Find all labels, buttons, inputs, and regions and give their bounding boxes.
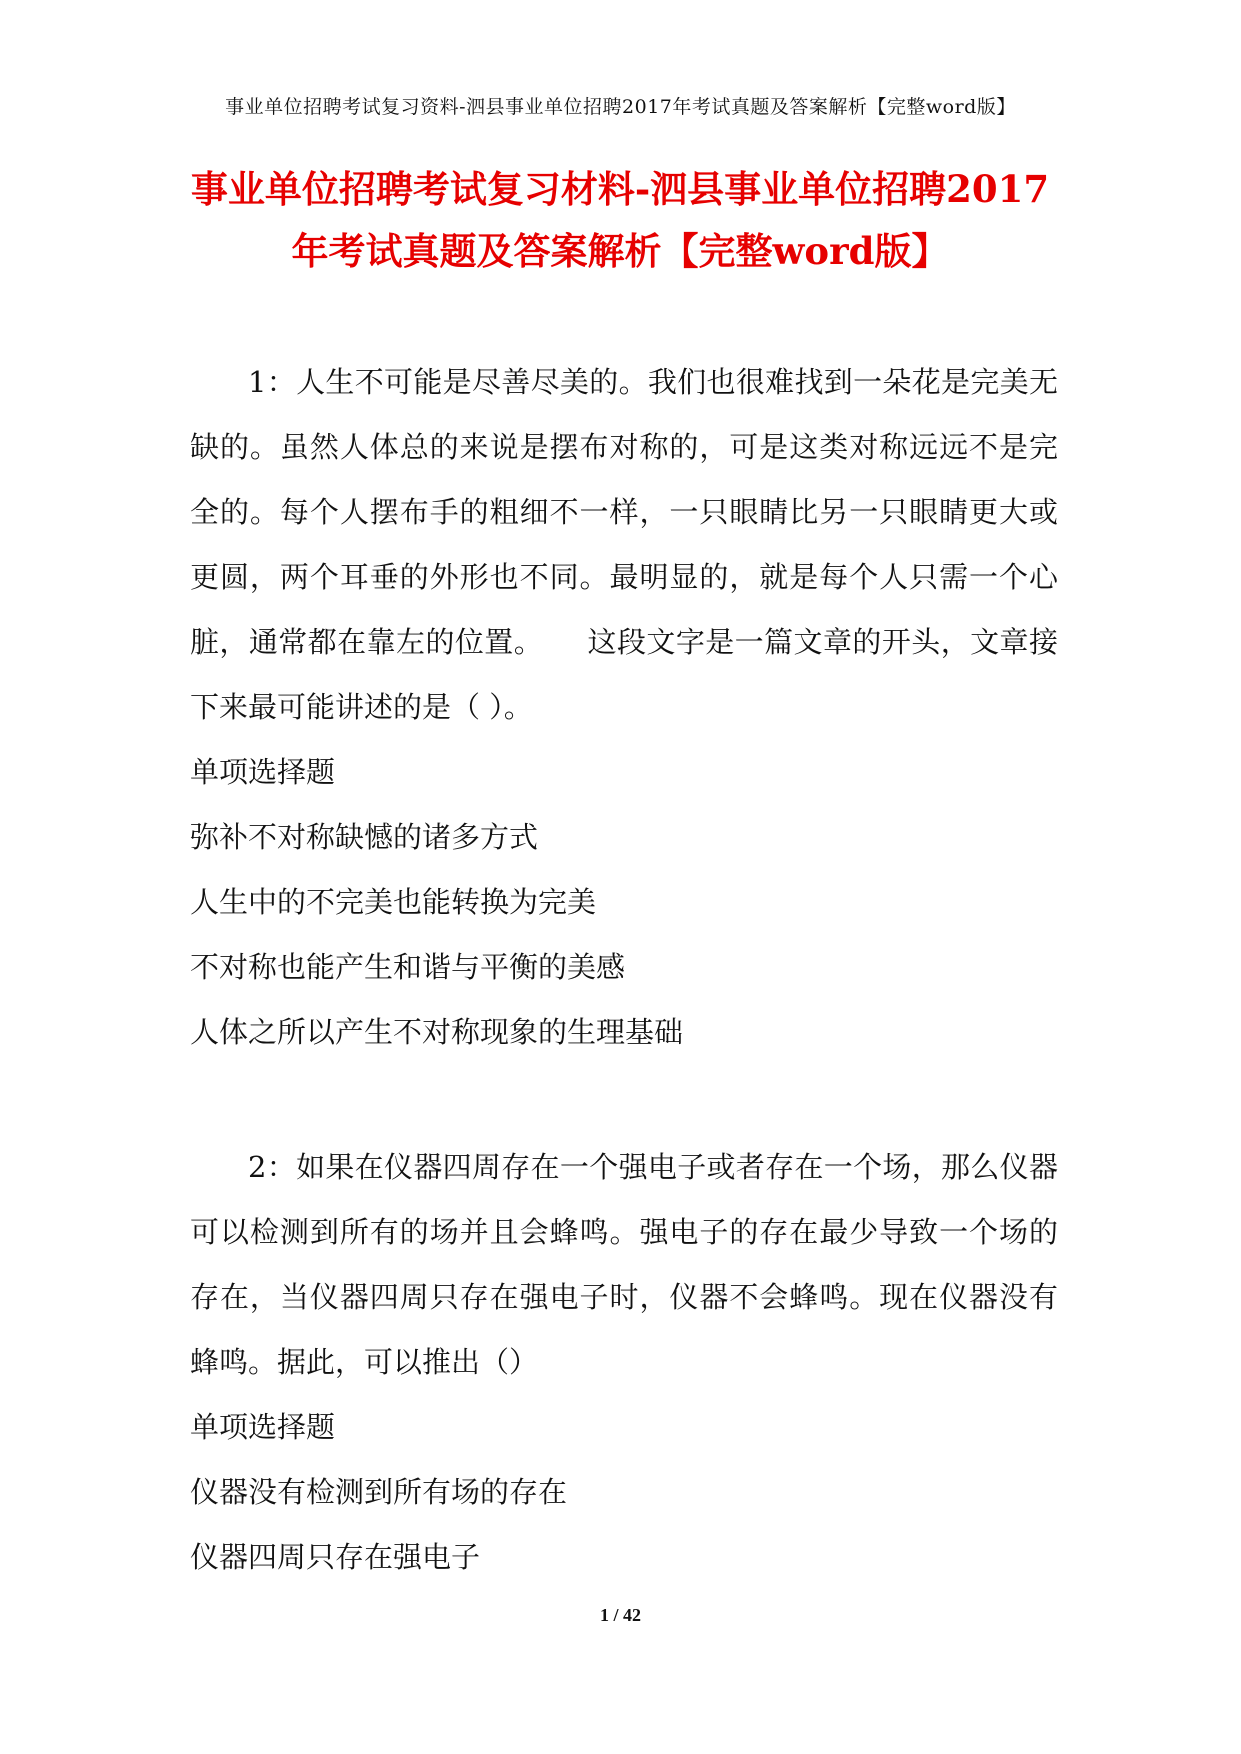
document-title (140, 158, 1100, 282)
title-line-1: 事业单位招聘考试复习材料-泗县事业单位招聘2017 (190, 167, 1050, 211)
title-line-2: 年考试真题及答案解析【完整word版】 (291, 229, 949, 273)
question-type: 单项选择题 (190, 1410, 336, 1444)
option-c: 不对称也能产生和谐与平衡的美感 (190, 950, 626, 984)
page-number: 1 / 42 (599, 1605, 641, 1625)
question-2 (190, 1135, 1058, 1590)
option-a: 仪器没有检测到所有场的存在 (190, 1475, 568, 1509)
question-1 (190, 350, 1058, 1065)
option-d: 人体之所以产生不对称现象的生理基础 (190, 1015, 684, 1049)
option-a: 弥补不对称缺憾的诸多方式 (190, 820, 539, 854)
option-b: 仪器四周只存在强电子 (190, 1540, 481, 1574)
option-b: 人生中的不完美也能转换为完美 (190, 885, 597, 919)
question-stem: 1：人生不可能是尽善尽美的。我们也很难找到一朵花是完美无缺的。虽然人体总的来说是摆布对称的，可是这类对称远远不是完全的。每个人摆布手的粗细不一样，一只眼睛比另一只眼睛更大或更圆，两个耳垂的外形也不同。最明显的，就是每个人只需一个心脏，通常都在靠左的位置。 这段文字是一篇文章的开头，文章接下来最可能讲述的是（ ）。 (190, 365, 1058, 724)
question-type: 单项选择题 (190, 755, 336, 789)
question-stem: 2：如果在仪器四周存在一个强电子或者存在一个场，那么仪器可以检测到所有的场并且会蜂鸣。强电子的存在最少导致一个场的存在，当仪器四周只存在强电子时，仪器不会蜂鸣。现在仪器没有蜂鸣。据此，可以推出（） (190, 1150, 1058, 1379)
running-header: 事业单位招聘考试复习资料-泗县事业单位招聘2017年考试真题及答案解析【完整word版】 (225, 96, 1016, 118)
